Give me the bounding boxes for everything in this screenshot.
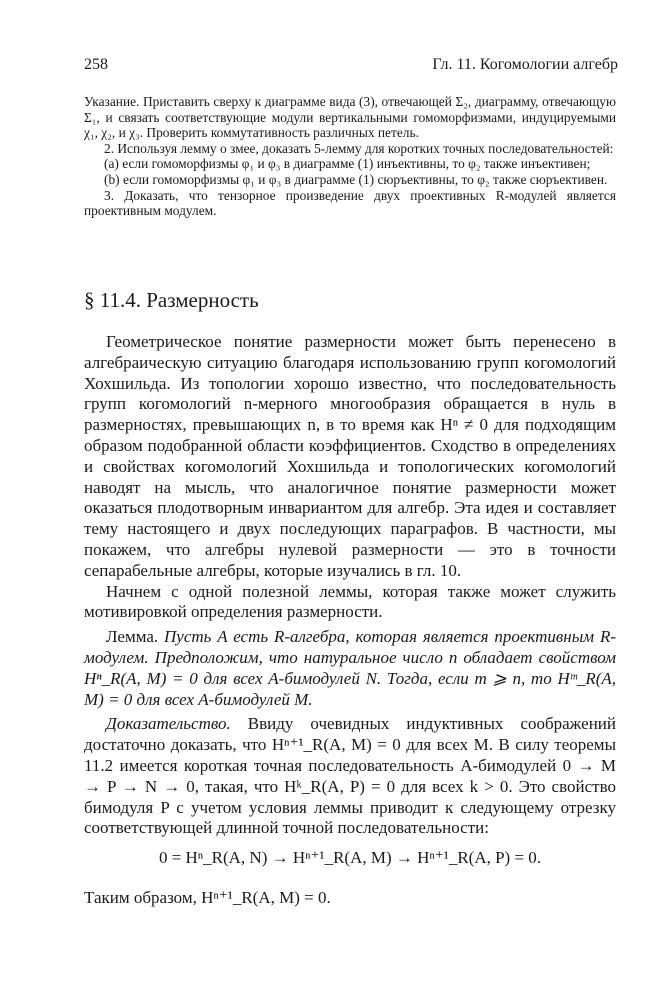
page-header — [84, 56, 618, 80]
exercise-2: 2. Используя лемму о змее, доказать 5-лемму для коротких точных последовательностей: — [104, 140, 614, 156]
proof-paragraph — [84, 714, 616, 839]
lemma-text: Пусть A есть R-алгебра, которая является проективным R-модулем. Предположим, что натуральное число n обладает свойством Hⁿ_R(A, M) = 0 для всех A-бимодулей N. Тогда, если m ⩾ n, то Hᵐ_R(A, M) = 0 для всех A-бимодулей M. — [84, 627, 617, 709]
section-heading: § 11.4. Размерность — [84, 288, 259, 312]
exercise-2b: (b) если гомоморфизмы φ₁ и φ₃ в диаграмме (1) сюръективны, то φ₂ также сюръективен. — [104, 171, 608, 187]
proof-text: Ввиду очевидных индуктивных соображений достаточно доказать, что Hⁿ⁺¹_R(A, M) = 0 для всех M. В силу теоремы 11.2 имеется короткая точная последовательность A-бимодулей 0 → M → P → N → 0, такая, что Hᵏ_R(A, P) = 0 для всех k > 0. Это свойство бимодуля P с учетом условия леммы приводит к следующему отрезку соответствующей длинной точной последовательности: — [84, 714, 616, 838]
exercise-2a: (a) если гомоморфизмы φ₁ и φ₃ в диаграмме (1) инъективны, то φ₂ также инъективен; — [104, 156, 591, 172]
exercise-3: 3. Доказать, что тензорное произведение двух проективных R-модулей является проективным модулем. — [84, 187, 616, 219]
exercises-block — [84, 94, 616, 219]
paragraph-dimension: Геометрическое понятие размерности может быть перенесено в алгебраическую ситуацию благодаря использованию групп когомологий Хохшильда. Из топологии хорошо известно, что последовательность групп когомологий n-мерного многообразия обращается в нуль в размерностях, превышающих n, в то время как Hⁿ ≠ 0 для подходящим образом подобранной области коэффициентов. Сходство в определениях и свойствах когомологий Хохшильда и топологических когомологий наводят на мысль, что аналогичное понятие размерности может оказаться плодотворным инвариантом для алгебр. Эта идея и составляет тему настоящего и двух последующих параграфов. В частности, мы покажем, что алгебры нулевой размерности — это в точности сепарабельные алгебры, которые изучались в гл. 10. — [84, 332, 616, 580]
paragraph-lemma-intro: Начнем с одной полезной леммы, которая также может служить мотивировкой определения размерности. — [84, 581, 616, 622]
page-number: 258 — [84, 56, 108, 73]
conclusion-line: Таким образом, Hⁿ⁺¹_R(A, M) = 0. — [84, 888, 331, 907]
display-formula: 0 = Hⁿ_R(A, N) → Hⁿ⁺¹_R(A, M) → Hⁿ⁺¹_R(A, P) = 0. — [158, 848, 542, 867]
lemma-label: Лемма. — [106, 627, 159, 647]
section-body — [84, 332, 616, 839]
lemma-paragraph — [84, 627, 616, 710]
hint-paragraph: Указание. Приставить сверху к диаграмме вида (3), отвечающей Σ₂, диаграмму, отвечающую Σ₁, и связать соответствующие модули вертикальными гомоморфизмами, индуцируемыми χ₁, χ₂, и χ₃. Проверить коммутативность различных петель. — [84, 94, 616, 141]
proof-label: Доказательство. — [106, 714, 231, 734]
running-title: Гл. 11. Когомологии алгебр — [432, 56, 618, 73]
